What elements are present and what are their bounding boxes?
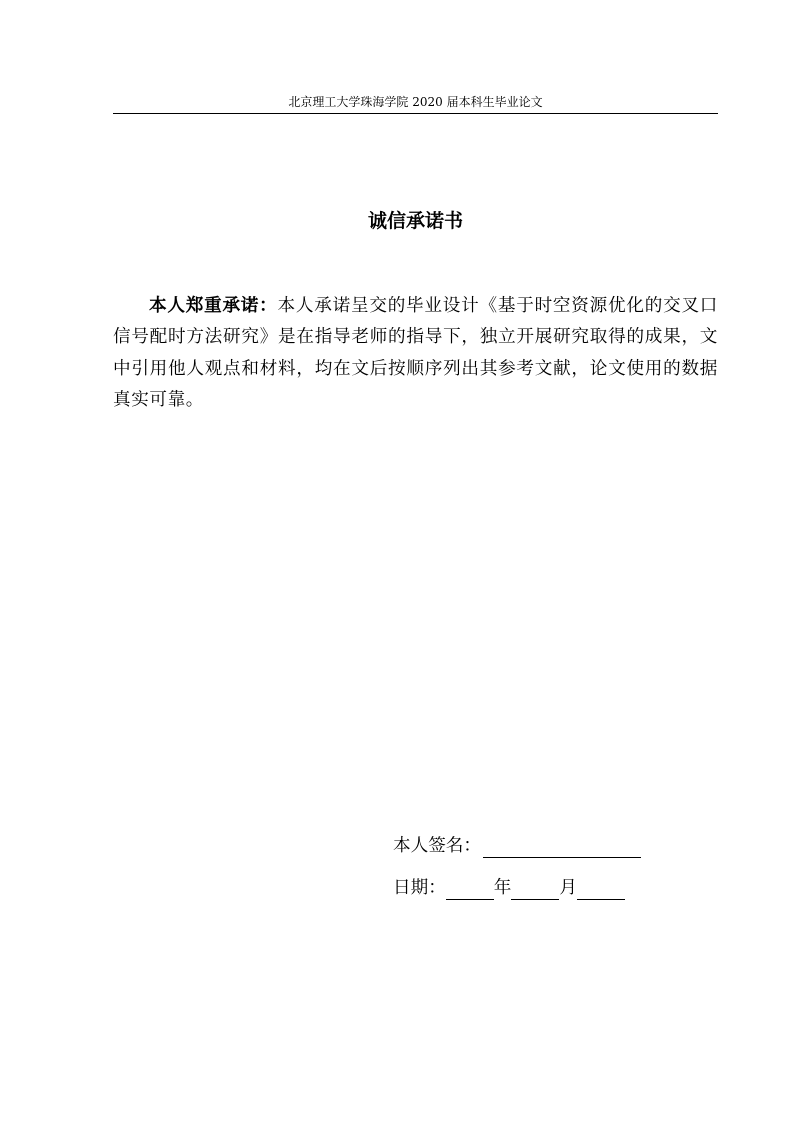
signature-row <box>393 834 641 858</box>
date-row <box>393 876 625 900</box>
date-year-blank[interactable] <box>446 879 494 900</box>
date-month-label: 月 <box>559 878 578 898</box>
signature-label: 本人签名： <box>393 836 481 856</box>
signature-line[interactable] <box>483 837 641 858</box>
date-label: 日期： <box>393 878 446 898</box>
pledge-lead: 本人郑重承诺： <box>149 296 278 316</box>
pledge-body: 本人承诺呈交的毕业设计《基于时空资源优化的交叉口信号配时方法研究》是在指导老师的指导下，独立开展研究取得的成果，文中引用他人观点和材料，均在文后按顺序列出其参考文献，论文使用的数据真实可靠。 <box>113 296 719 411</box>
date-month-blank[interactable] <box>511 879 559 900</box>
pledge-paragraph <box>113 291 718 417</box>
date-year-label: 年 <box>493 878 512 898</box>
header-rule <box>113 113 718 114</box>
date-day-blank[interactable] <box>577 879 625 900</box>
page-title: 诚信承诺书 <box>367 210 463 232</box>
running-header: 北京理工大学珠海学院 2020 届本科生毕业论文 <box>288 95 543 109</box>
